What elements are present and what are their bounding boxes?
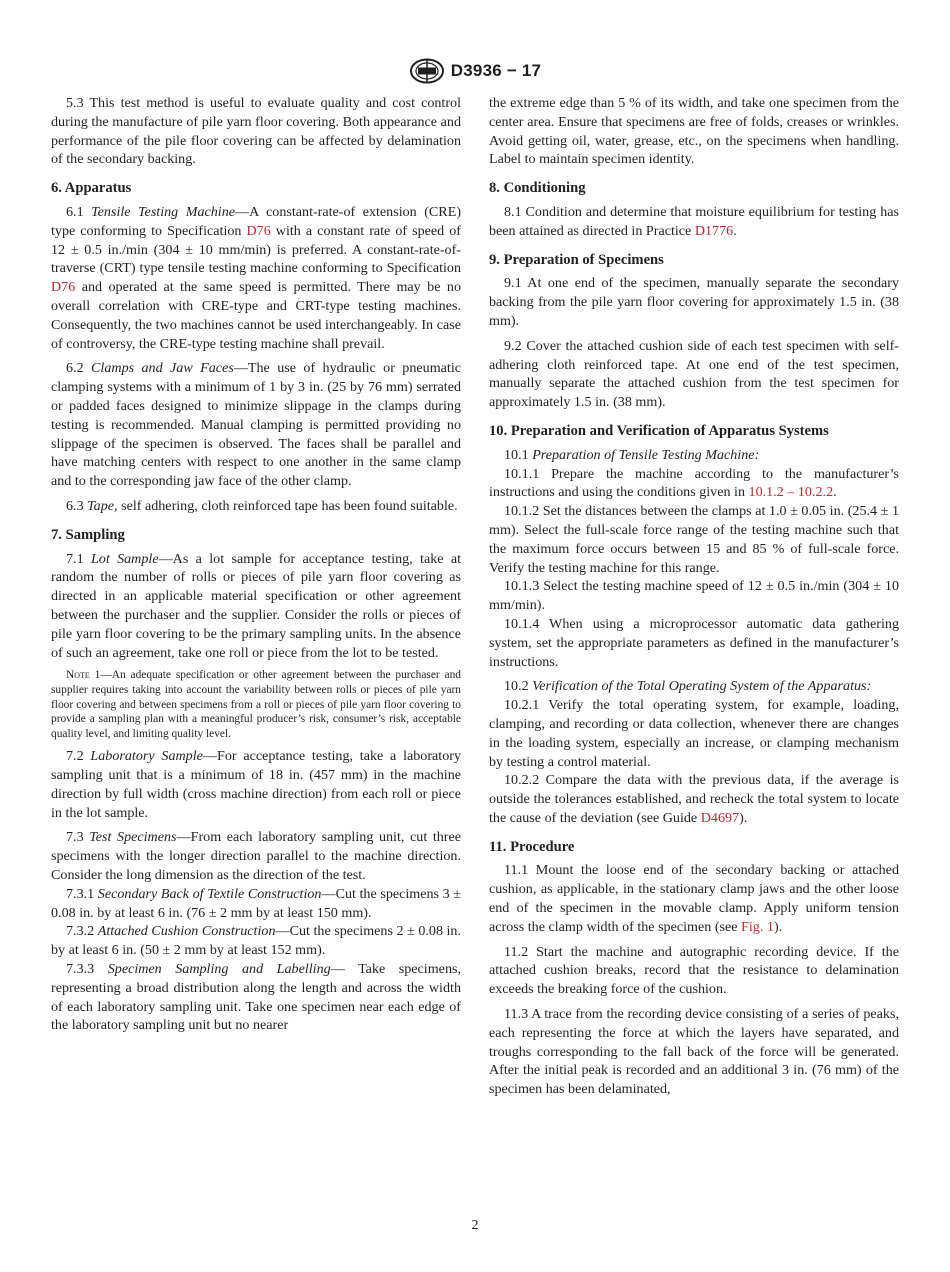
- paragraph-10-1-1: 10.1.1 Prepare the machine according to the manufacturer’s instructions and using the conditions given in 10.1.2 – 10.2.2.: [489, 465, 899, 501]
- paragraph-10-2: 10.2 Verification of the Total Operating System of the Apparatus:: [504, 678, 872, 695]
- paragraph-7-3-1: 7.3.1 Secondary Back of Textile Construction—Cut the specimens 3 ± 0.08 in. by at least 6 in. (76 ± 2 mm by at least 150 mm).: [51, 885, 462, 921]
- paragraph-7-3: 7.3 Test Specimens—From each laboratory sampling unit, cut three specimens with the longer direction parallel to the machine direction. Consider the long dimension as the direction of the test.: [51, 829, 461, 884]
- paragraph-7-1: 7.1 Lot Sample—As a lot sample for acceptance testing, take at random the number of rolls or pieces of pile yarn floor covering as directed in an applicable material specification or other agreement between the purchaser and the supplier. Consider the rolls or pieces of pile yarn floor covering to be the primary sampling units. In the absence of such an agreement, take one roll or piece from the lot to be tested.: [51, 550, 461, 661]
- link-fig-1[interactable]: Fig. 1: [741, 918, 774, 935]
- paragraph-9-2: 9.2 Cover the attached cushion side of each test specimen with self-adhering cloth reinforced tape. At one end of the test specimen, manually separate the attached cushion from the test specimen for approximately 1.5 in. (38 mm).: [489, 337, 899, 411]
- paragraph-10-1-2: 10.1.2 Set the distances between the clamps at 1.0 ± 0.05 in. (25.4 ± 1 mm). Select the full-scale force range of the testing machine such that the maximum force occurs between 15 and 85 % of full-scale force. Verify the testing machine for this range.: [489, 503, 899, 576]
- astm-logo-icon: [409, 58, 445, 84]
- paragraph-7-3-3-continued: the extreme edge than 5 % of its width, and take one specimen from the center area. Ensure that specimens are free of folds, creases or wrinkles. Avoid getting oil, water, grease, etc., on the specimens when handling. Label to maintain specimen identity.: [489, 95, 899, 168]
- link-d1776[interactable]: D1776: [694, 222, 734, 239]
- section-heading-apparatus: 6. Apparatus: [51, 180, 132, 197]
- paragraph-7-3-2: 7.3.2 Attached Cushion Construction—Cut the specimens 2 ± 0.08 in. by at least 6 in. (50 ± 2 mm by at least 152 mm).: [51, 923, 462, 959]
- document-id: D3936 − 17: [450, 61, 542, 80]
- paragraph-10-1-3: 10.1.3 Select the testing machine speed of 12 ± 0.5 in./min (304 ± 10 mm/min).: [489, 578, 899, 614]
- paragraph-11-2: 11.2 Start the machine and autographic recording device. If the attached cushion breaks, record that the resistance to delamination exceeds the breaking force of the cushion.: [489, 943, 899, 998]
- paragraph-6-1: 6.1 Tensile Testing Machine—A constant-rate-of extension (CRE) type conforming to Specification D76 with a constant rate of speed of 12 ± 0.5 in./min (304 ± 10 mm/min) is preferred. A constant-rate-of-traverse (CRT) type tensile testing machine conforming to Specification D76 and operated at the same speed is permitted. There may be no overall correlation with CRE-type and CRT-type testing machines. Consequently, the two machines cannot be used interchangeably. In case of controversy, the CRE-type testing machine shall prevail.: [51, 203, 462, 352]
- paragraph-6-3: 6.3 Tape, self adhering, cloth reinforced tape has been found suitable.: [66, 497, 458, 514]
- link-10-1-2-to-10-2-2[interactable]: 10.1.2 – 10.2.2: [748, 484, 834, 501]
- paragraph-5-3: 5.3 This test method is useful to evaluate quality and cost control during the manufacture of pile yarn floor covering. Both appearance and performance of the pile floor covering can be affected by delamination of the secondary backing.: [51, 95, 461, 168]
- link-d76[interactable]: D76: [246, 222, 271, 239]
- paragraph-7-2: 7.2 Laboratory Sample—For acceptance testing, take a laboratory sampling unit that is a minimum of 18 in. (457 mm) in the machine direction by full width (cross machine direction) from each roll or piece in the lot sample.: [51, 748, 462, 821]
- paragraph-10-2-1: 10.2.1 Verify the total operating system, for example, loading, clamping, and recording or data collection, whenever there are changes in the loading system, especially an increase, or clamping mechanism by testing a control material.: [489, 697, 899, 770]
- link-d76-2[interactable]: D76: [51, 279, 76, 296]
- paragraph-9-1: 9.1 At one end of the specimen, manually separate the secondary backing from the pile yarn floor covering for approximately 1.5 in. (38 mm).: [489, 275, 899, 329]
- paragraph-10-1-4: 10.1.4 When using a microprocessor automatic data gathering system, set the appropriate parameters as defined in the manufacturer’s instructions.: [489, 615, 899, 670]
- section-heading-procedure: 11. Procedure: [489, 838, 575, 855]
- paragraph-7-3-3: 7.3.3 Specimen Sampling and Labelling— Take specimens, representing a broad distribution along the length and across the width of each laboratory sampling unit. Take one specimen near each edge of the laboratory sampling unit but no nearer: [51, 961, 461, 1034]
- section-heading-conditioning: 8. Conditioning: [489, 180, 586, 197]
- section-heading-preparation-and-verification: 10. Preparation and Verification of Apparatus Systems: [489, 422, 829, 439]
- section-heading-sampling: 7. Sampling: [51, 526, 125, 543]
- page-number: 2: [471, 1218, 479, 1233]
- section-heading-preparation-of-specimens: 9. Preparation of Specimens: [489, 251, 664, 268]
- page-header: [0, 56, 950, 86]
- paragraph-8-1: 8.1 Condition and determine that moisture equilibrium for testing has been attained as directed in Practice D1776.: [489, 203, 899, 239]
- paragraph-11-1: 11.1 Mount the loose end of the secondary backing or attached cushion, as applicable, in the stationary clamp jaws and the other loose end of the specimen in the movable clamp. Apply uniform tension across the clamp width of the specimen (see Fig. 1).: [489, 862, 899, 935]
- link-d4697[interactable]: D4697: [700, 809, 740, 826]
- note-1: Note 1—An adequate specification or other agreement between the purchaser and supplier requires taking into account the variability between rolls or pieces of pile yarn floor covering and between specimens from a roll or pieces of pile yarn floor covering to provide a sampling plan with a meaningful producer’s risk, consumer’s risk, acceptable quality level, and limiting quality level.: [51, 669, 461, 740]
- paragraph-6-2: 6.2 Clamps and Jaw Faces—The use of hydraulic or pneumatic clamping systems with a minimum of 1 by 3 in. (25 by 76 mm) serrated or padded faces designed to minimize slippage in the clamps during testing is recommended. Manual clamping is permitted providing no slippage of the specimen is observed. The faces shall be parallel and have matching centers with respect to one another in the same clamp and to the corresponding jaw face of the other clamp.: [51, 360, 462, 490]
- paragraph-10-1: 10.1 Preparation of Tensile Testing Machine:: [504, 446, 760, 463]
- paragraph-10-2-2: 10.2.2 Compare the data with the previous data, if the average is outside the tolerances established, and recheck the total system to locate the cause of the deviation (see Guide D4697).: [489, 772, 899, 826]
- paragraph-11-3: 11.3 A trace from the recording device consisting of a series of peaks, each representing the force at which the layers have separated, and troughs corresponding to the fall back of the force will be generated. After the initial peak is recorded and an additional 3 in. (76 mm) of the specimen has been delaminated,: [489, 1006, 899, 1098]
- right-column: [489, 94, 899, 1099]
- left-column: [51, 94, 461, 1035]
